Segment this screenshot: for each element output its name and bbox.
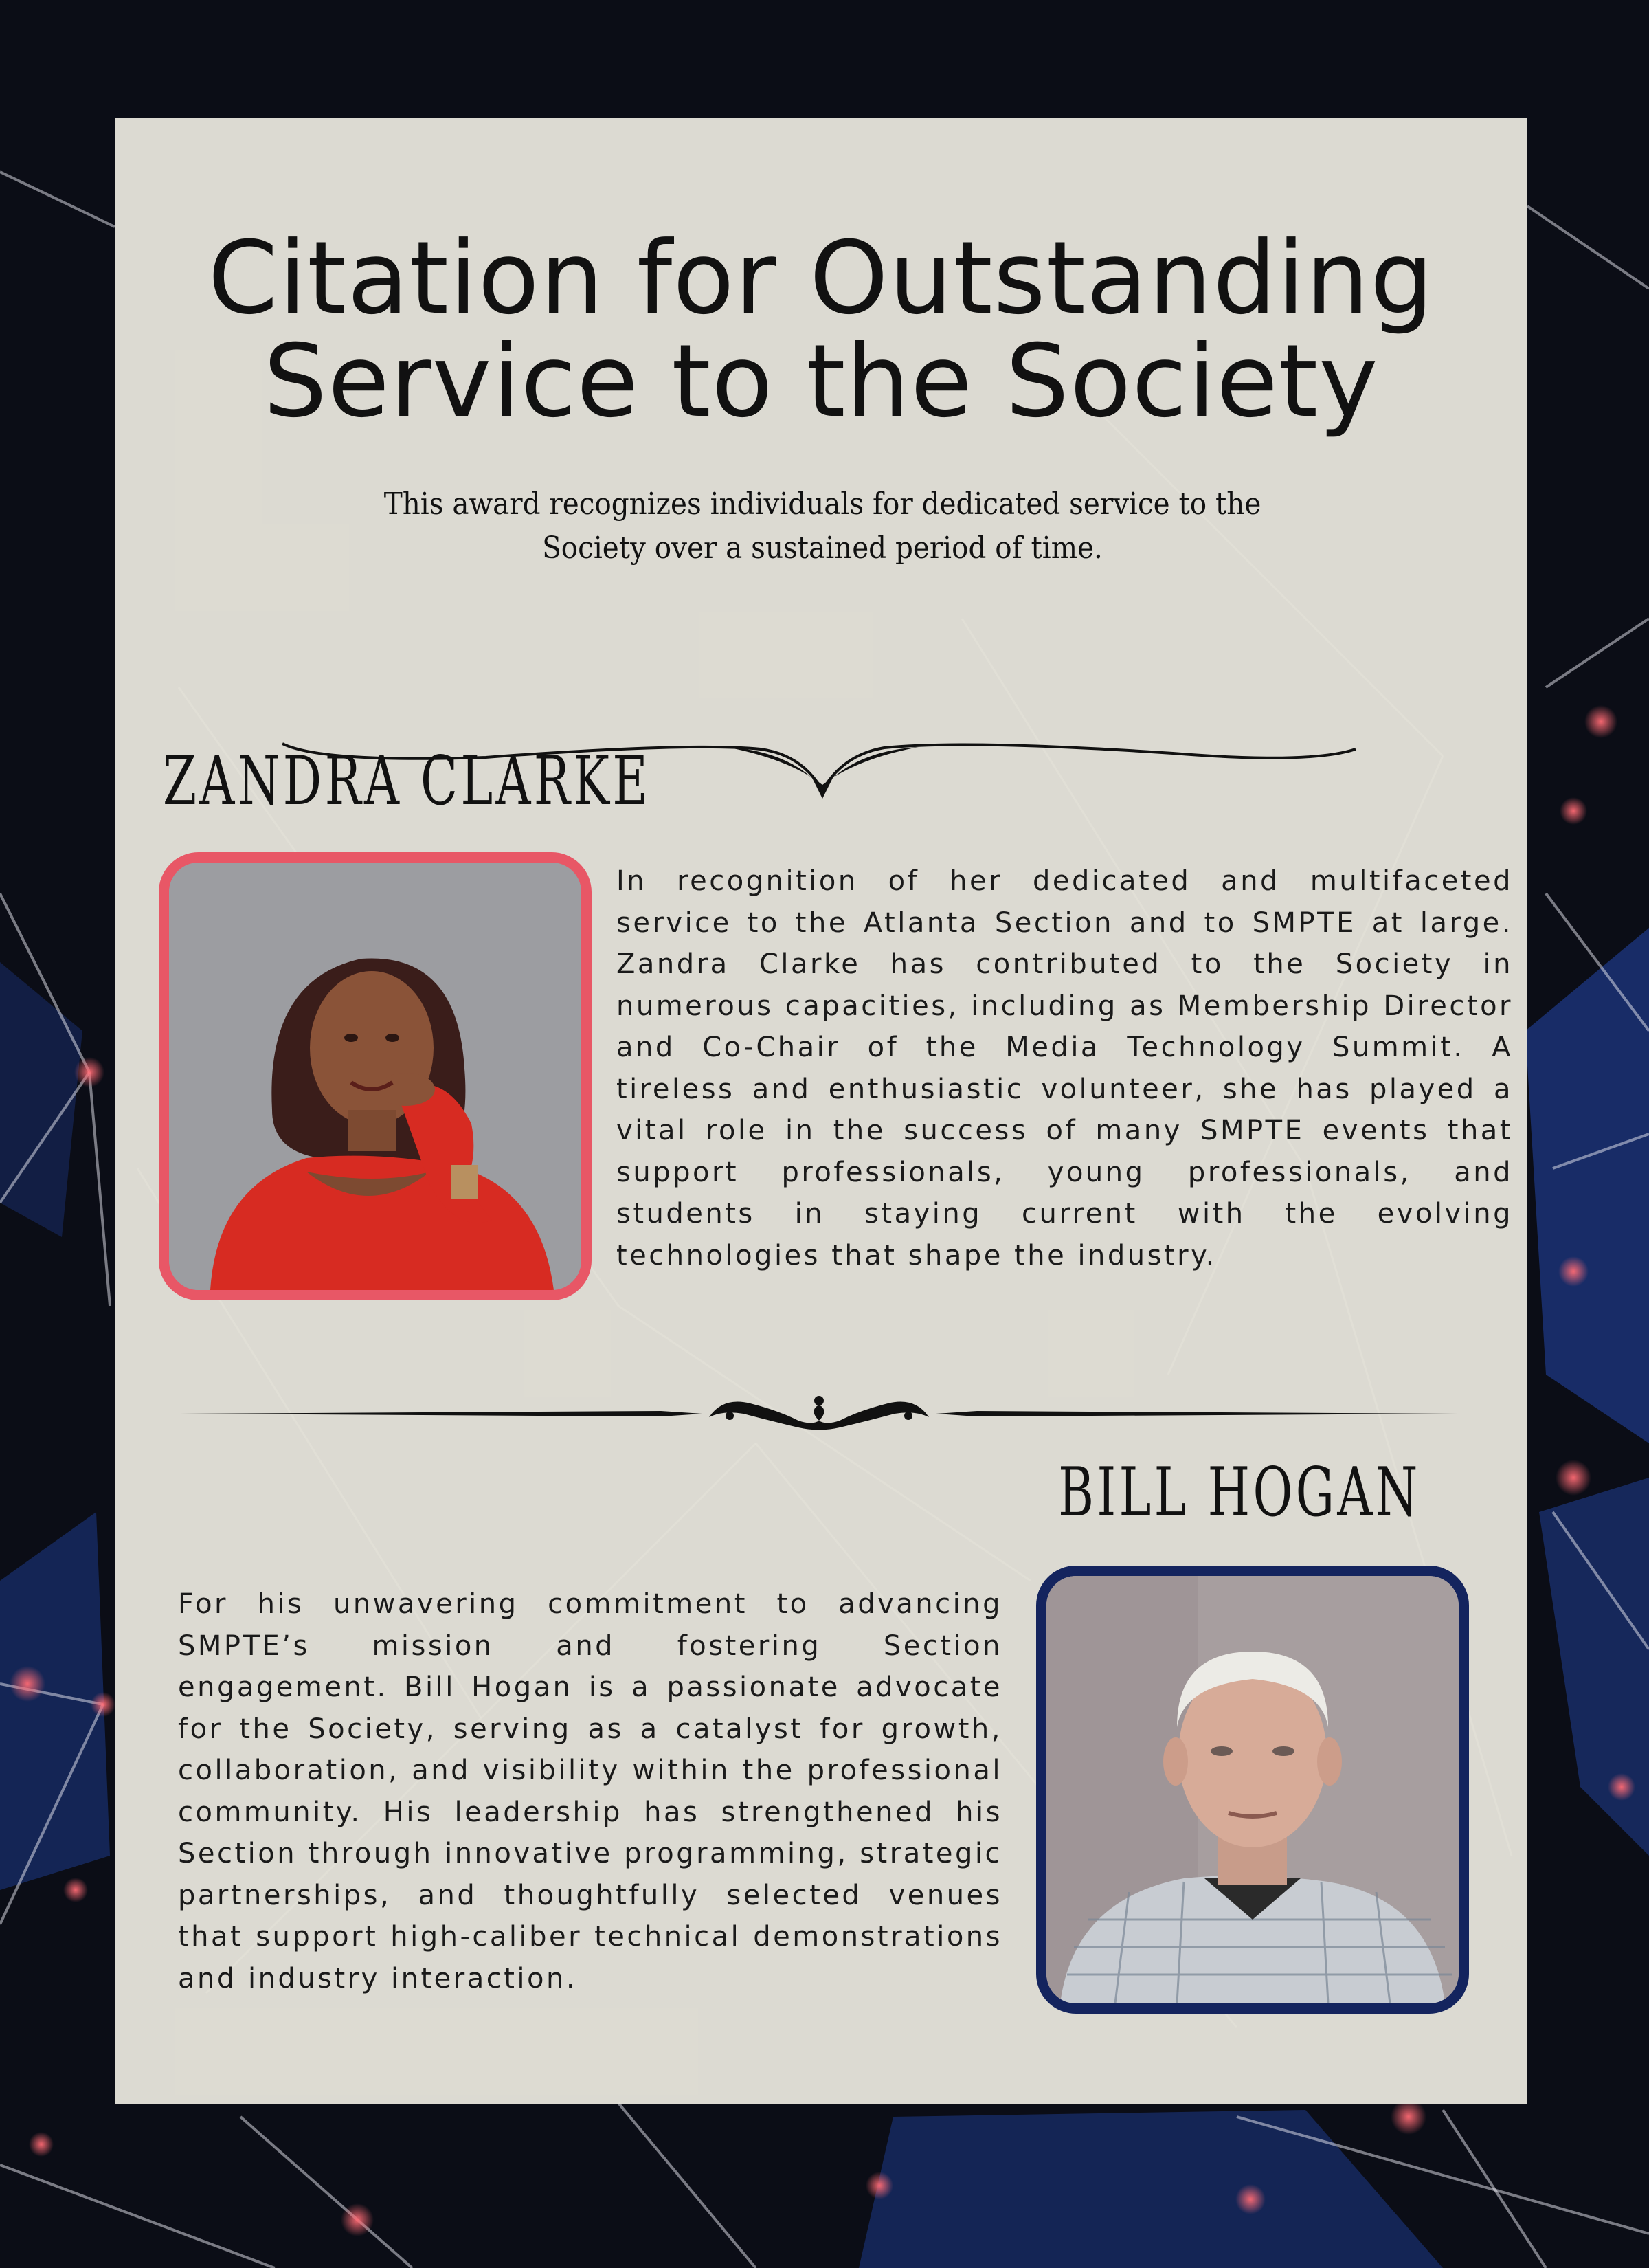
honoree-name-bill-hogan: BILL HOGAN — [1058, 1454, 1421, 1532]
title-line-1: Citation for Outstanding — [207, 220, 1435, 337]
divider-ornament-middle — [180, 1383, 1458, 1445]
page-title — [115, 220, 1527, 440]
citation-card — [115, 118, 1527, 2104]
photo-zandra-clarke — [159, 852, 592, 1300]
title-line-2: Service to the Society — [263, 323, 1379, 440]
photo-bill-hogan — [1036, 1566, 1469, 2014]
honoree-name-zandra-clarke: ZANDRA CLARKE — [163, 742, 651, 821]
bio-bill-hogan: For his unwavering commitment to advancing SMPTE’s mission and fostering Section engagement. Bill Hogan is a passionate advocate for the Society, serving as a catalyst for growth, collaboration, and visibility within the professional community. His leadership has strengthened his Section through innovative programming, strategic partnerships, and thoughtfully selected venues that support high-caliber technical demonstrations and industry interaction. — [178, 1588, 1002, 1994]
bio-zandra-clarke: In recognition of her dedicated and multifaceted service to the Atlanta Section and to SMPTE at large. Zandra Clarke has contributed to the Society in numerous capacities, including as Membership Director and Co-Chair of the Media Technology Summit. A tireless and enthusiastic volunteer, she has played a vital role in the success of many SMPTE events that support professionals, young professionals, and students in staying current with the evolving technologies that shape the industry. — [616, 865, 1513, 1271]
award-description: This award recognizes individuals for dedicated service to the Society over a sustained period of time. — [383, 487, 1261, 566]
